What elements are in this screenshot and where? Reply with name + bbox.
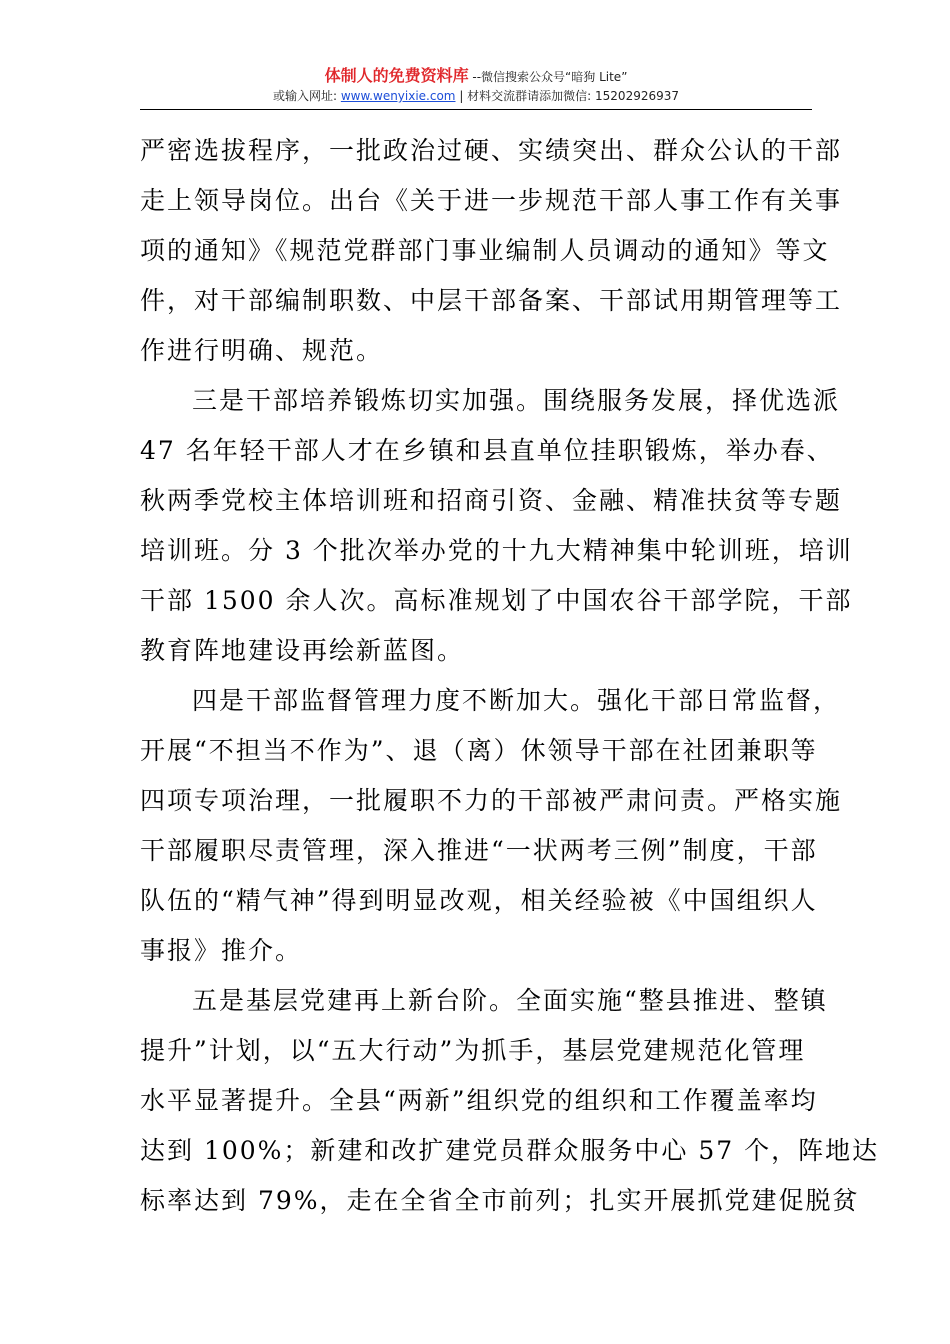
- text-line: 作进行明确、规范。: [140, 336, 384, 365]
- text-line: 队伍的“精气神”得到明显改观，相关经验被《中国组织人: [140, 886, 818, 915]
- text-line: 事报》推介。: [140, 936, 303, 965]
- header-brand: 体制人的免费资料库: [324, 66, 469, 85]
- document-body: [140, 126, 880, 1226]
- header-prefix: 或输入网址:: [272, 89, 341, 103]
- paragraph-start: 三是干部培养锻炼切实加强。围绕服务发展，择优选派: [192, 386, 841, 415]
- text-line: 提升”计划，以“五大行动”为抓手，基层党建规范化管理: [140, 1036, 806, 1065]
- text-line: 达到 100%；新建和改扩建党员群众服务中心 57 个，阵地达: [140, 1136, 880, 1165]
- text-line: 件，对干部编制职数、中层干部备案、干部试用期管理等工: [140, 286, 843, 315]
- text-line: 四项专项治理，一批履职不力的干部被严肃问责。严格实施: [140, 786, 843, 815]
- header-suffix: | 材料交流群请添加微信: 15202926937: [455, 89, 680, 103]
- header-tagline: --微信搜索公众号“暗狗 Lite”: [468, 70, 628, 84]
- text-line: 开展“不担当不作为”、退（离）休领导干部在社团兼职等: [140, 736, 818, 765]
- text-line: 水平显著提升。全县“两新”组织党的组织和工作覆盖率均: [140, 1086, 818, 1115]
- text-line: 干部 1500 余人次。高标准规划了中国农谷干部学院，干部: [140, 586, 853, 615]
- text-line: 严密选拔程序，一批政治过硬、实绩突出、群众公认的干部: [140, 136, 843, 165]
- website-link[interactable]: www.wenyixie.com: [340, 89, 456, 103]
- text-line: 教育阵地建设再绘新蓝图。: [140, 636, 465, 665]
- page-header: [140, 66, 812, 105]
- paragraph-start: 五是基层党建再上新台阶。全面实施“整县推进、整镇: [192, 986, 828, 1015]
- text-line: 干部履职尽责管理，深入推进“一状两考三例”制度，干部: [140, 836, 818, 865]
- header-contact: [140, 87, 812, 105]
- text-line: 项的通知》《规范党群部门事业编制人员调动的通知》等文: [140, 236, 830, 265]
- text-line: 培训班。分 3 个批次举办党的十九大精神集中轮训班，培训: [140, 536, 853, 565]
- text-line: 47 名年轻干部人才在乡镇和县直单位挂职锻炼，举办春、: [140, 436, 834, 465]
- paragraph-start: 四是干部监督管理力度不断加大。强化干部日常监督，: [192, 686, 841, 715]
- text-line: 走上领导岗位。出台《关于进一步规范干部人事工作有关事: [140, 186, 843, 215]
- header-divider: [140, 109, 812, 110]
- text-line: 秋两季党校主体培训班和招商引资、金融、精准扶贫等专题: [140, 486, 843, 515]
- header-banner: [140, 66, 812, 87]
- text-line: 标率达到 79%，走在全省全市前列；扎实开展抓党建促脱贫: [140, 1186, 860, 1215]
